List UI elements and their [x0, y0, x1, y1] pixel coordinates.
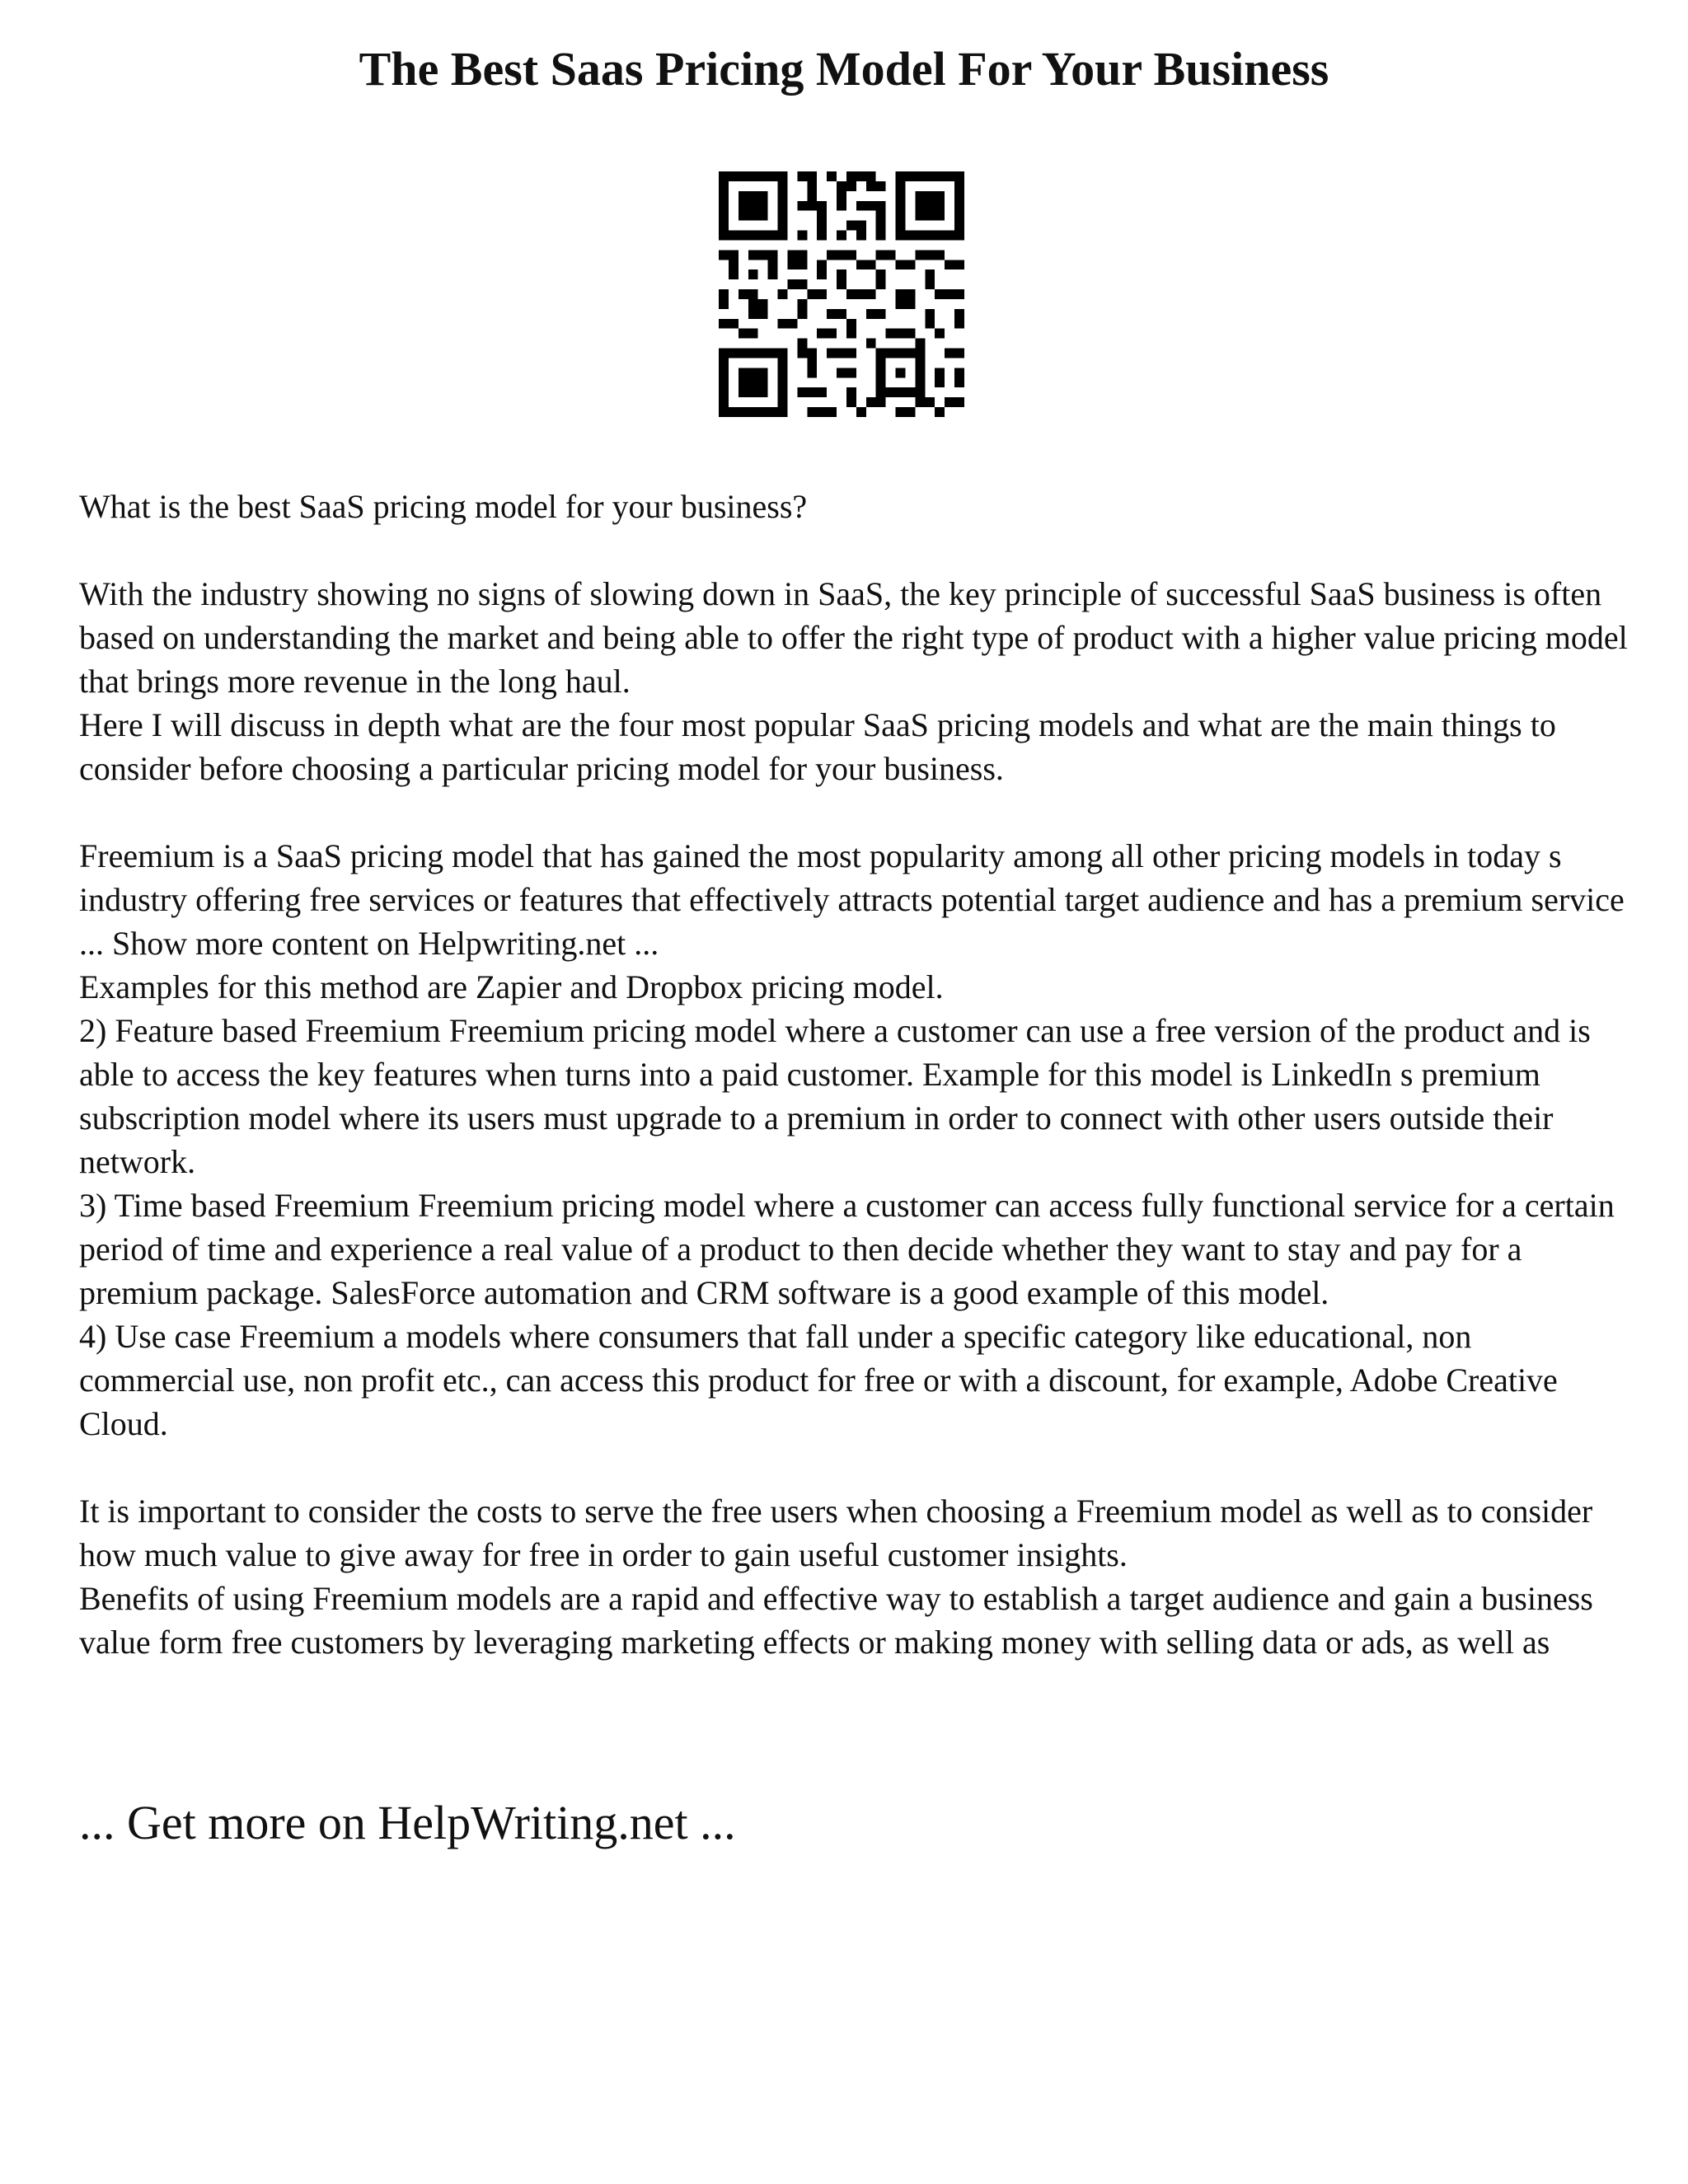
paragraph-line: 2) Feature based Freemium Freemium pricing model where a customer can use a free version of the product and is able to access the key features when turns into a paid customer. Example for this model is LinkedIn s premium subscription model where its users must upgrade to a premium in order to connect with other users outside their network. [79, 1012, 1591, 1180]
paragraph-line: With the industry showing no signs of slowing down in SaaS, the key principle of successful SaaS business is often based on understanding the market and being able to offer the right type of product with a higher value pricing model that brings more revenue in the long haul. [79, 575, 1628, 700]
paragraph-line: Examples for this method are Zapier and Dropbox pricing model. [79, 968, 944, 1005]
paragraph-line: Benefits of using Freemium models are a rapid and effective way to establish a target audience and gain a business value form free customers by leveraging marketing effects or making money with selling data or ads, as well as [79, 1580, 1593, 1661]
paragraph-line: What is the best SaaS pricing model for your business? [79, 488, 808, 525]
document-title: The Best Saas Pricing Model For Your Business [359, 42, 1329, 96]
document-body [79, 485, 1629, 1664]
get-more-link[interactable]: ... Get more on HelpWriting.net ... [79, 1796, 736, 1849]
paragraph-line: 4) Use case Freemium a models where consumers that fall under a specific category like educational, non commercial use, non profit etc., can access this product for free or with a discount, for example, Adobe Creative Cloud. [79, 1318, 1558, 1442]
paragraph-line: Here I will discuss in depth what are the four most popular SaaS pricing models and what are the main things to consider before choosing a particular pricing model for your business. [79, 706, 1556, 787]
paragraph-line: Freemium is a SaaS pricing model that has gained the most popularity among all other pricing models in today s industry offering free services or features that effectively attracts potential target audience and has a premium service ... Show more content on Helpwriting.net ... [79, 837, 1625, 962]
paragraph-line: 3) Time based Freemium Freemium pricing model where a customer can access fully functional service for a certain period of time and experience a real value of a product to then decide whether they want to stay and pay for a premium package. SalesForce automation and CRM software is a good example of this model. [79, 1187, 1615, 1311]
qr-code-icon [719, 171, 964, 417]
paragraph-line: It is important to consider the costs to serve the free users when choosing a Freemium model as well as to consider how much value to give away for free in order to gain useful customer insights. [79, 1493, 1593, 1573]
